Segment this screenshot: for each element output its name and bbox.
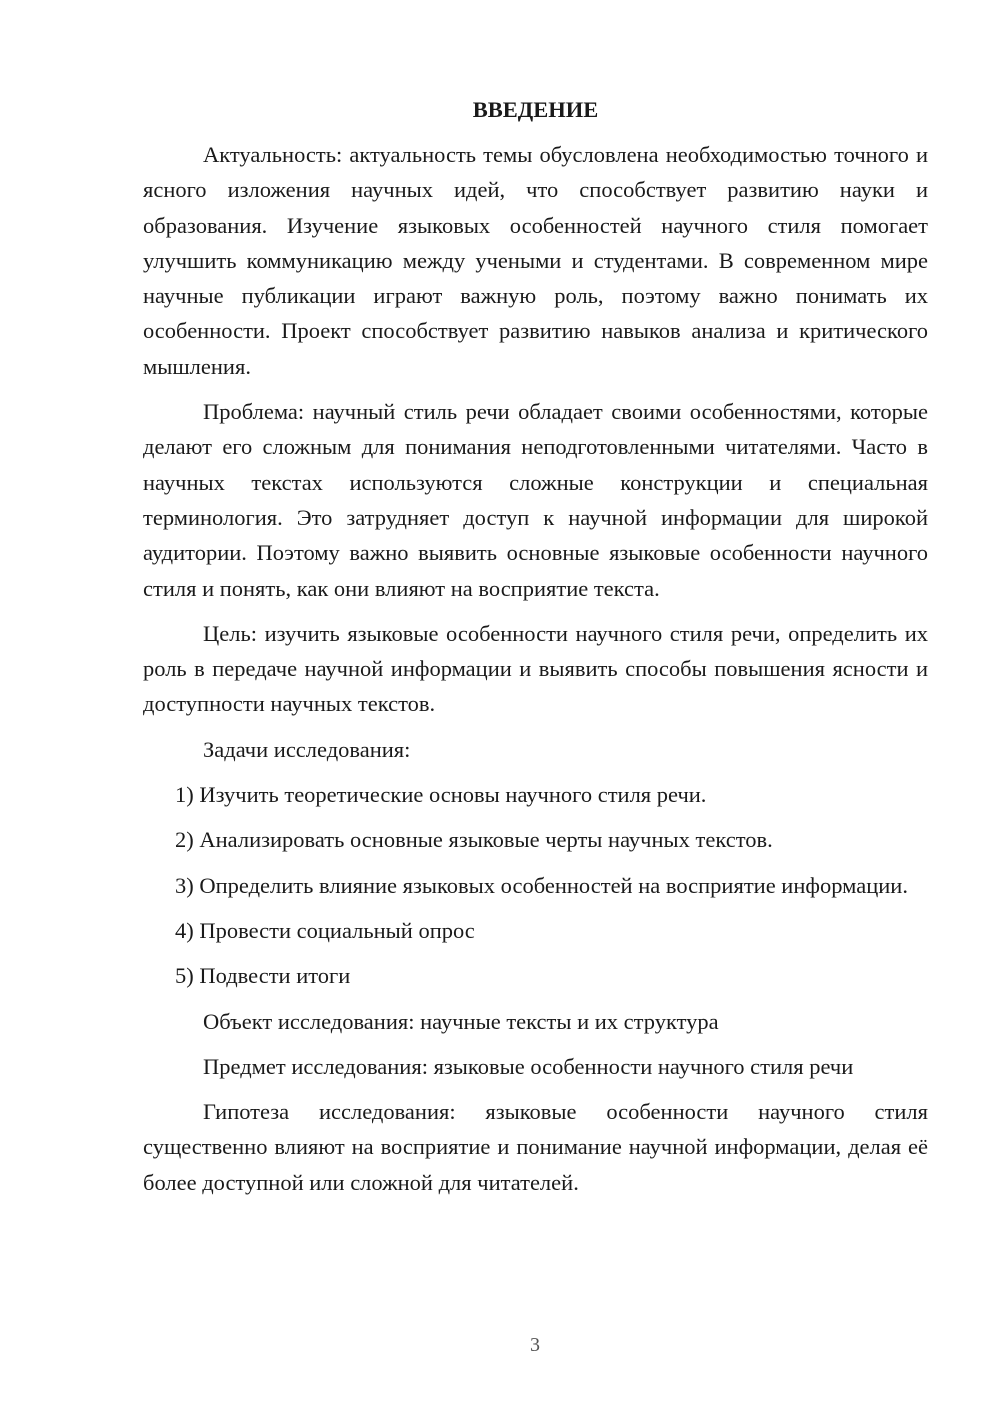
section-title: ВВЕДЕНИЕ xyxy=(472,97,599,122)
goal-paragraph: Цель: изучить языковые особенности научного стиля речи, определить их роль в передаче научной информации и выявить способы повышения ясности и доступности научных текстов. xyxy=(143,620,928,717)
task-item-4: 4) Провести социальный опрос xyxy=(175,917,475,943)
task-item-5: 5) Подвести итоги xyxy=(175,963,351,989)
task-item-1: 1) Изучить теоретические основы научного стиля речи. xyxy=(175,782,707,808)
hypothesis-paragraph: Гипотеза исследования: языковые особенности научного стиля существенно влияют на восприятие и понимание научной информации, делая её более доступной или сложной для читателей. xyxy=(143,1099,928,1195)
relevance-paragraph: Актуальность: актуальность темы обусловлена необходимостью точного и ясного изложения научных идей, что способствует развитию науки и образования. Изучение языковых особенностей научного стиля помогает улучшить коммуникацию между учеными и студентами. В современном мире научные публикации играют важную роль, поэтому важно понимать их особенности. Проект способствует развитию навыков анализа и критического мышления. xyxy=(143,142,928,379)
task-item-2: 2) Анализировать основные языковые черты научных текстов. xyxy=(175,827,773,853)
page-content xyxy=(143,92,928,1210)
object-paragraph: Объект исследования: научные тексты и их структура xyxy=(203,1008,719,1034)
subject-paragraph: Предмет исследования: языковые особенности научного стиля речи xyxy=(203,1053,854,1079)
problem-paragraph: Проблема: научный стиль речи обладает своими особенностями, которые делают его сложным для понимания неподготовленными читателями. Часто в научных текстах используются сложные конструкции и специальная терминология. Это затрудняет доступ к научной информации для широкой аудитории. Поэтому важно выявить основные языковые особенности научного стиля и понять, как они влияют на восприятие текста. xyxy=(143,399,928,601)
page-number: 3 xyxy=(530,1334,540,1356)
tasks-heading: Задачи исследования: xyxy=(203,736,411,762)
task-item-3: 3) Определить влияние языковых особенностей на восприятие информации. xyxy=(175,872,908,898)
